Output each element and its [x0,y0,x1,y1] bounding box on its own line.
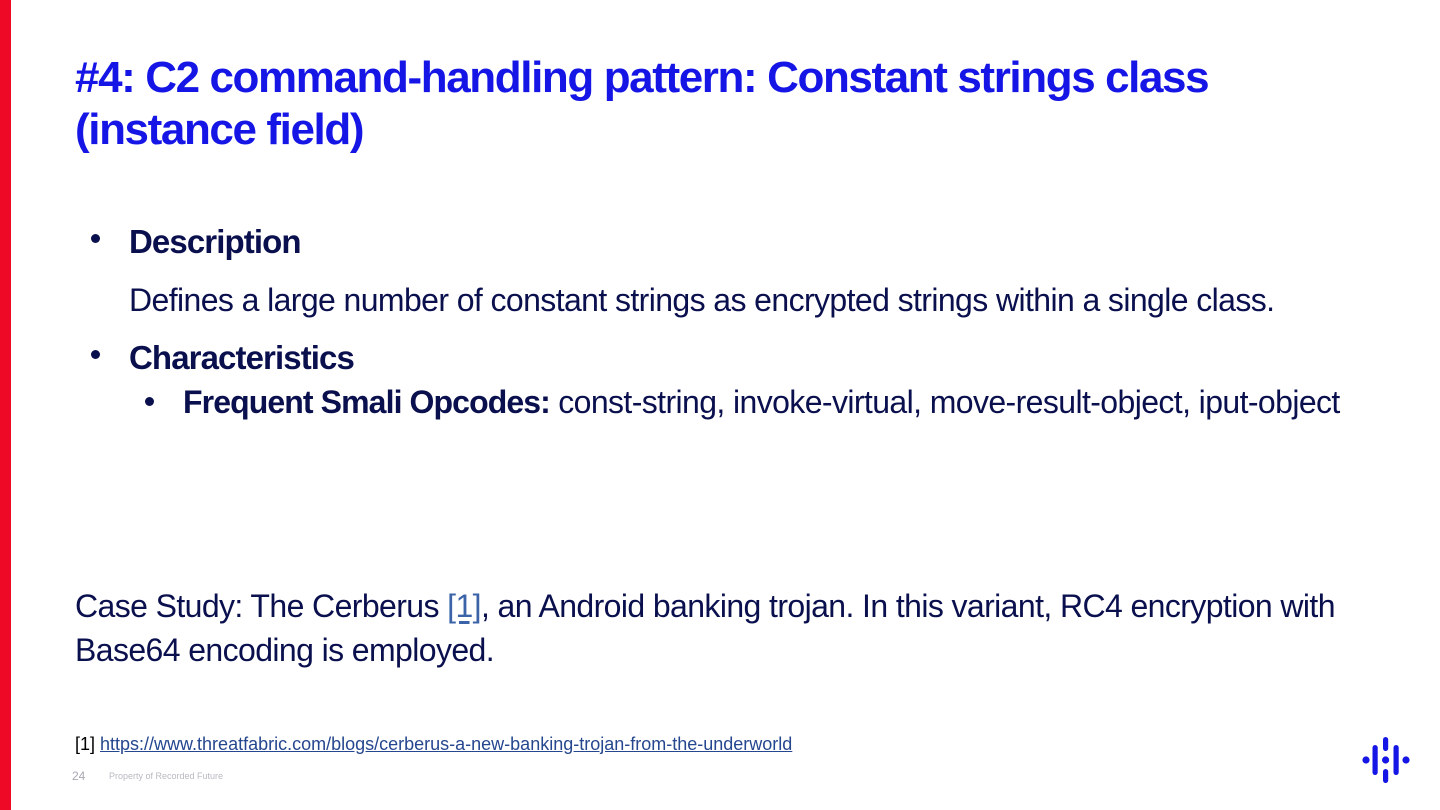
bullet-dot [91,234,100,243]
description-heading: Description [129,223,301,260]
content-area [75,220,1375,424]
sub-bullet-dot [145,397,154,406]
recorded-future-logo-icon [1362,737,1414,783]
case-study-before: Case Study: The Cerberus [75,588,448,624]
footnote [75,732,792,756]
characteristics-heading: Characteristics [129,339,354,376]
opcodes-text: const-string, invoke-virtual, move-result-object, iput-object [549,384,1340,420]
slide-title: #4: C2 command-handling pattern: Constant strings class (instance field) [75,53,1209,154]
bullet-description [75,220,1375,264]
description-text: Defines a large number of constant strings as encrypted strings within a single class. [129,282,1275,318]
case-study-after: , an Android banking trojan. In this variant, RC4 encryption with Base64 encoding is employed. [75,588,1335,668]
bullet-dot [91,350,100,359]
footnote-label: [1] [75,734,101,754]
reference-link[interactable]: [1] [447,588,481,624]
page-number: 24 [72,769,86,783]
footnote-url-link[interactable]: https://www.threatfabric.com/blogs/cerberus-a-new-banking-trojan-from-the-underworld [100,734,793,754]
bullet-characteristics [75,336,1375,380]
sub-bullet-opcodes [75,380,1375,424]
accent-bar [0,0,11,810]
case-study-text [75,584,1335,672]
opcodes-label: Frequent Smali Opcodes: [183,384,550,420]
property-text: Property of Recorded Future [109,771,224,781]
